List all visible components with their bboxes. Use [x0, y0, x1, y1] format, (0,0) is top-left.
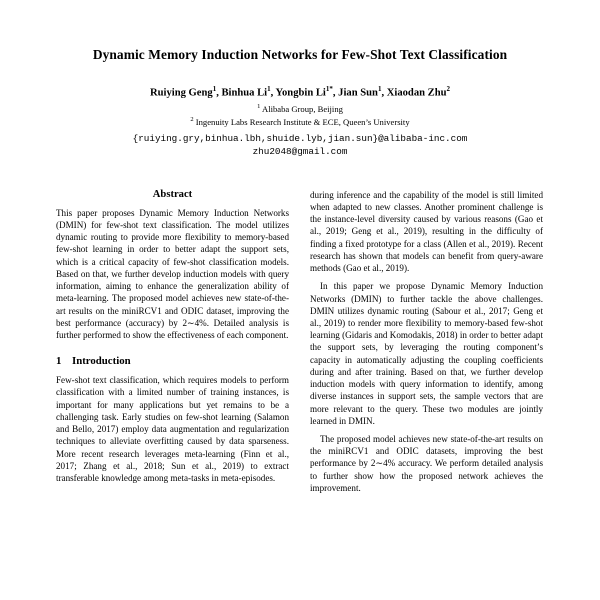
email-line-2: zhu2048@gmail.com	[252, 146, 348, 158]
right-paragraph-3: The proposed model achieves new state-of-the-art results on the miniRCV1 and ODIC datasets, improving the best performance by 2∼4% accuracy. We perform detailed analysis to further show how the proposed network achieves the improvement.	[310, 433, 543, 493]
page-title: Dynamic Memory Induction Networks for Few-Shot Text Classification	[92, 47, 508, 62]
email-line-1: {ruiying.gry,binhua.lbh,shuide.lyb,jian.sun}@alibaba-inc.com	[132, 132, 468, 144]
author-emails	[56, 132, 544, 159]
left-column	[56, 189, 289, 500]
affiliation-2: $^2$ Ingenuity Labs Research Institute & ECE, Queen’s University	[190, 116, 410, 128]
affiliation-1: $^1$ Alibaba Group, Beijing	[257, 102, 343, 114]
abstract-text: This paper proposes Dynamic Memory Induction Networks (DMIN) for few-shot text classification. The model utilizes dynamic routing to provide more flexibility to memory-based few-shot learning in order to better adapt the support sets, which is a critical capacity of few-shot classification models. Based on that, we further develop induction models with query information, aiming to enhance the generalization ability of meta-learning. The proposed model achieves new state-of-the-art results on the miniRCV1 and ODIC dataset, improving the best performance (accuracy) by 2∼4%. Detailed analysis is further performed to show the effectiveness of each component.	[56, 207, 289, 340]
section-1-title: Introduction	[72, 355, 131, 368]
right-column	[310, 189, 543, 500]
right-paragraph-2: In this paper we propose Dynamic Memory Induction Networks (DMIN) to further tackle the above challenges. DMIN utilizes dynamic routing (Sabour et al., 2017; Geng et al., 2019) to render more flexibility to memory-based few-shot learning (Gidaris and Komodakis, 2018) in order to better adapt the support sets, by leveraging the routing component’s capacity in automatically adjusting the coupling coefficients during and after training. Based on that, we further develop induction models with query information to identify, among diverse instances in support sets, the sample vectors that are more relevant to the query. These two modules are jointly learned in DMIN.	[310, 281, 543, 426]
section-1-heading	[56, 355, 289, 367]
author-list: Ruiying Geng$^1$, Binhua Li$^1$, Yongbin $Li^{1*}$, Jian Sun$^1$, Xiaodan Zhu$^2$	[149, 85, 451, 99]
section-1-number: 1	[56, 355, 62, 368]
right-paragraph-1: during inference and the capability of the model is still limited when adapted to new classes. Another prominent challenge is the instance-level diversity caused by various reasons (Gao et al., 2019; Geng et al., 2019), resulting in the difficulty of finding a fixed prototype for a class (Allen et al., 2019). Recent research has shown that models can benefit from query-aware methods (Gao et al., 2019).	[310, 189, 543, 274]
intro-paragraph-1: Few-shot text classification, which requires models to perform classification with a limited number of training instances, is important for many applications but yet remains to be a challenging task. Early studies on few-shot learning (Salamon and Bello, 2017) employ data augmentation and regularization techniques to alleviate overfitting caused by data sparseness. More recent research leverages meta-learning (Finn et al., 2017; Zhang et al., 2018; Sun et al., 2019) to extract transferable knowledge among meta-tasks in meta-episodes.	[56, 375, 289, 483]
two-column-body	[56, 189, 544, 500]
abstract-heading: Abstract	[152, 188, 193, 200]
